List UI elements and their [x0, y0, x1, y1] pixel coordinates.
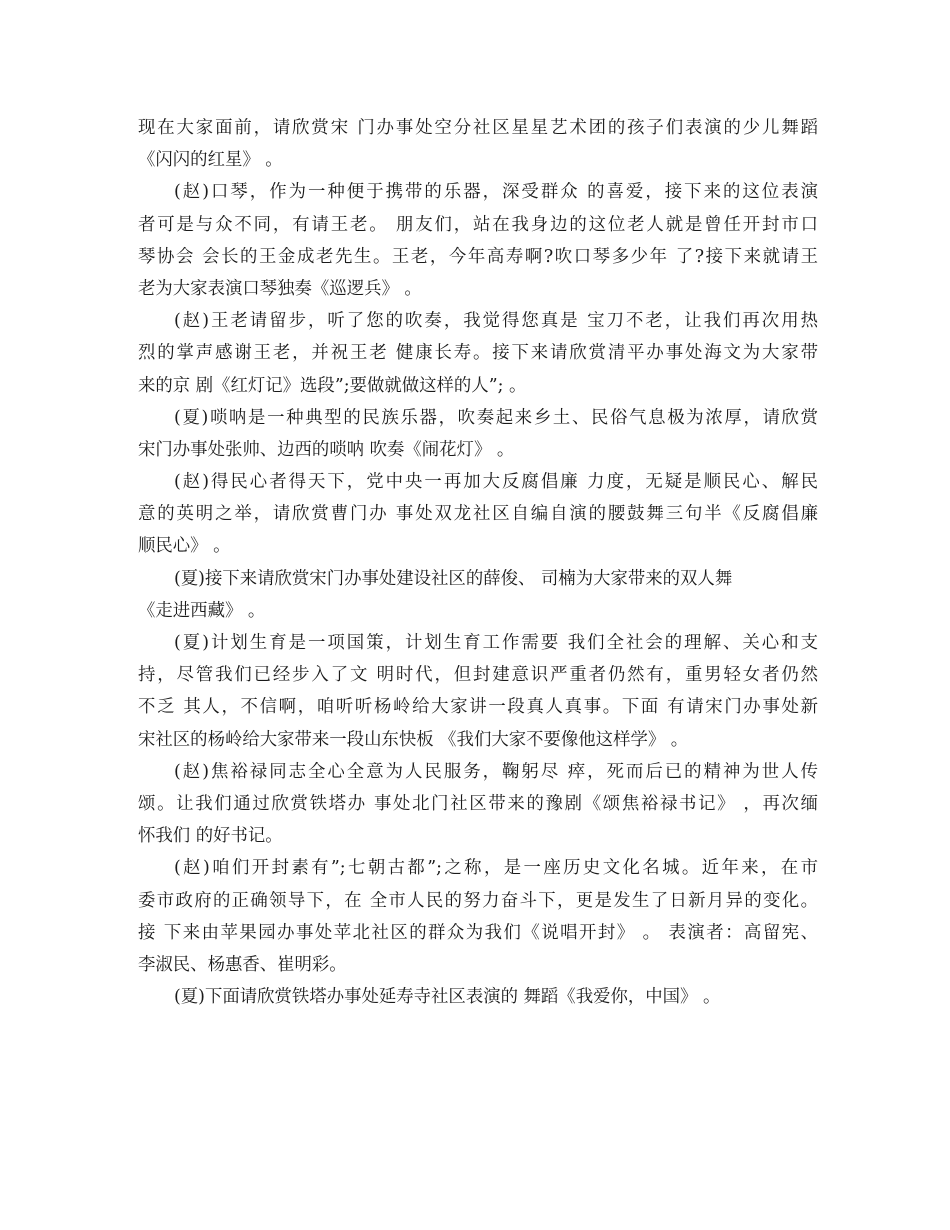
- text-line: 顺民心》 。: [138, 536, 231, 557]
- text-line: 怀我们 的好书记。: [138, 826, 283, 847]
- document-body: [138, 112, 818, 1013]
- text-line: 者可是与众不同，有请王老。 朋友们，站在我身边的这位老人就是曾任开封市口: [138, 214, 818, 235]
- text-line: (赵)咱们开封素有”;七朝古都”;之称，是一座历史文化名城。近年来，在市: [174, 858, 818, 879]
- text-line: (夏)唢呐是一种典型的民族乐器，吹奏起来乡土、民俗气息极为浓厚，请欣赏: [174, 407, 818, 428]
- text-line: 琴协会 会长的王金成老先生。王老，今年高寿啊?吹口琴多少年 了?接下来就请王: [138, 246, 818, 267]
- text-line: (赵)口琴，作为一种便于携带的乐器，深受群众 的喜爱，接下来的这位表演: [174, 182, 818, 203]
- text-line: 委市政府的正确领导下，在 全市人民的努力奋斗下，更是发生了日新月异的变化。: [138, 890, 818, 911]
- text-line: (赵)得民心者得天下，党中央一再加大反腐倡廉 力度，无疑是顺民心、解民: [174, 472, 818, 493]
- text-line: 意的英明之举，请欣赏曹门办 事处双龙社区自编自演的腰鼓舞三句半《反腐倡廉: [138, 504, 818, 525]
- text-line: 《闪闪的红星》 。: [138, 150, 283, 171]
- text-line: 颂。让我们通过欣赏铁塔办 事处北门社区带来的豫剧《颂焦裕禄书记》 ，再次缅: [138, 793, 818, 814]
- text-line: 持，尽管我们已经步入了文 明时代，但封建意识严重者仍然有，重男轻女者仍然: [138, 665, 818, 686]
- text-line: (夏)接下来请欣赏宋门办事处建设社区的薛俊、 司楠为大家带来的双人舞: [174, 568, 733, 589]
- text-line: 宋社区的杨岭给大家带来一段山东快板 《我们大家不要像他这样学》 。: [138, 729, 689, 750]
- text-line: 烈的掌声感谢王老，并祝王老 健康长寿。接下来请欣赏清平办事处海文为大家带: [138, 343, 818, 364]
- text-line: 宋门办事处张帅、边西的唢呐 吹奏《闹花灯》 。: [138, 439, 515, 460]
- text-line: (赵)王老请留步，听了您的吹奏，我觉得您真是 宝刀不老，让我们再次用热: [174, 311, 818, 332]
- text-line: 《走进西藏》 。: [138, 600, 266, 621]
- text-line: 现在大家面前，请欣赏宋 门办事处空分社区星星艺术团的孩子们表演的少儿舞蹈: [138, 118, 818, 138]
- text-line: (赵)焦裕禄同志全心全意为人民服务，鞠躬尽 瘁，死而后已的精神为世人传: [174, 761, 818, 782]
- text-line: 接 下来由苹果园办事处苹北社区的群众为我们《说唱开封》 。 表演者：高留宪、: [138, 922, 818, 943]
- text-line: (夏)计划生育是一项国策，计划生育工作需要 我们全社会的理解、关心和支: [174, 633, 818, 653]
- text-line: 不乏 其人，不信啊，咱听听杨岭给大家讲一段真人真事。下面 有请宋门办事处新: [138, 697, 818, 718]
- text-line: (夏)下面请欣赏铁塔办事处延寿寺社区表演的 舞蹈《我爱你，中国》 。: [174, 987, 721, 1008]
- text-line: 来的京 剧《红灯记》选段”;要做就做这样的人”; 。: [138, 375, 527, 396]
- text-line: 老为大家表演口琴独奏《巡逻兵》 。: [138, 278, 422, 299]
- text-line: 李淑民、杨惠香、崔明彩。: [138, 954, 347, 975]
